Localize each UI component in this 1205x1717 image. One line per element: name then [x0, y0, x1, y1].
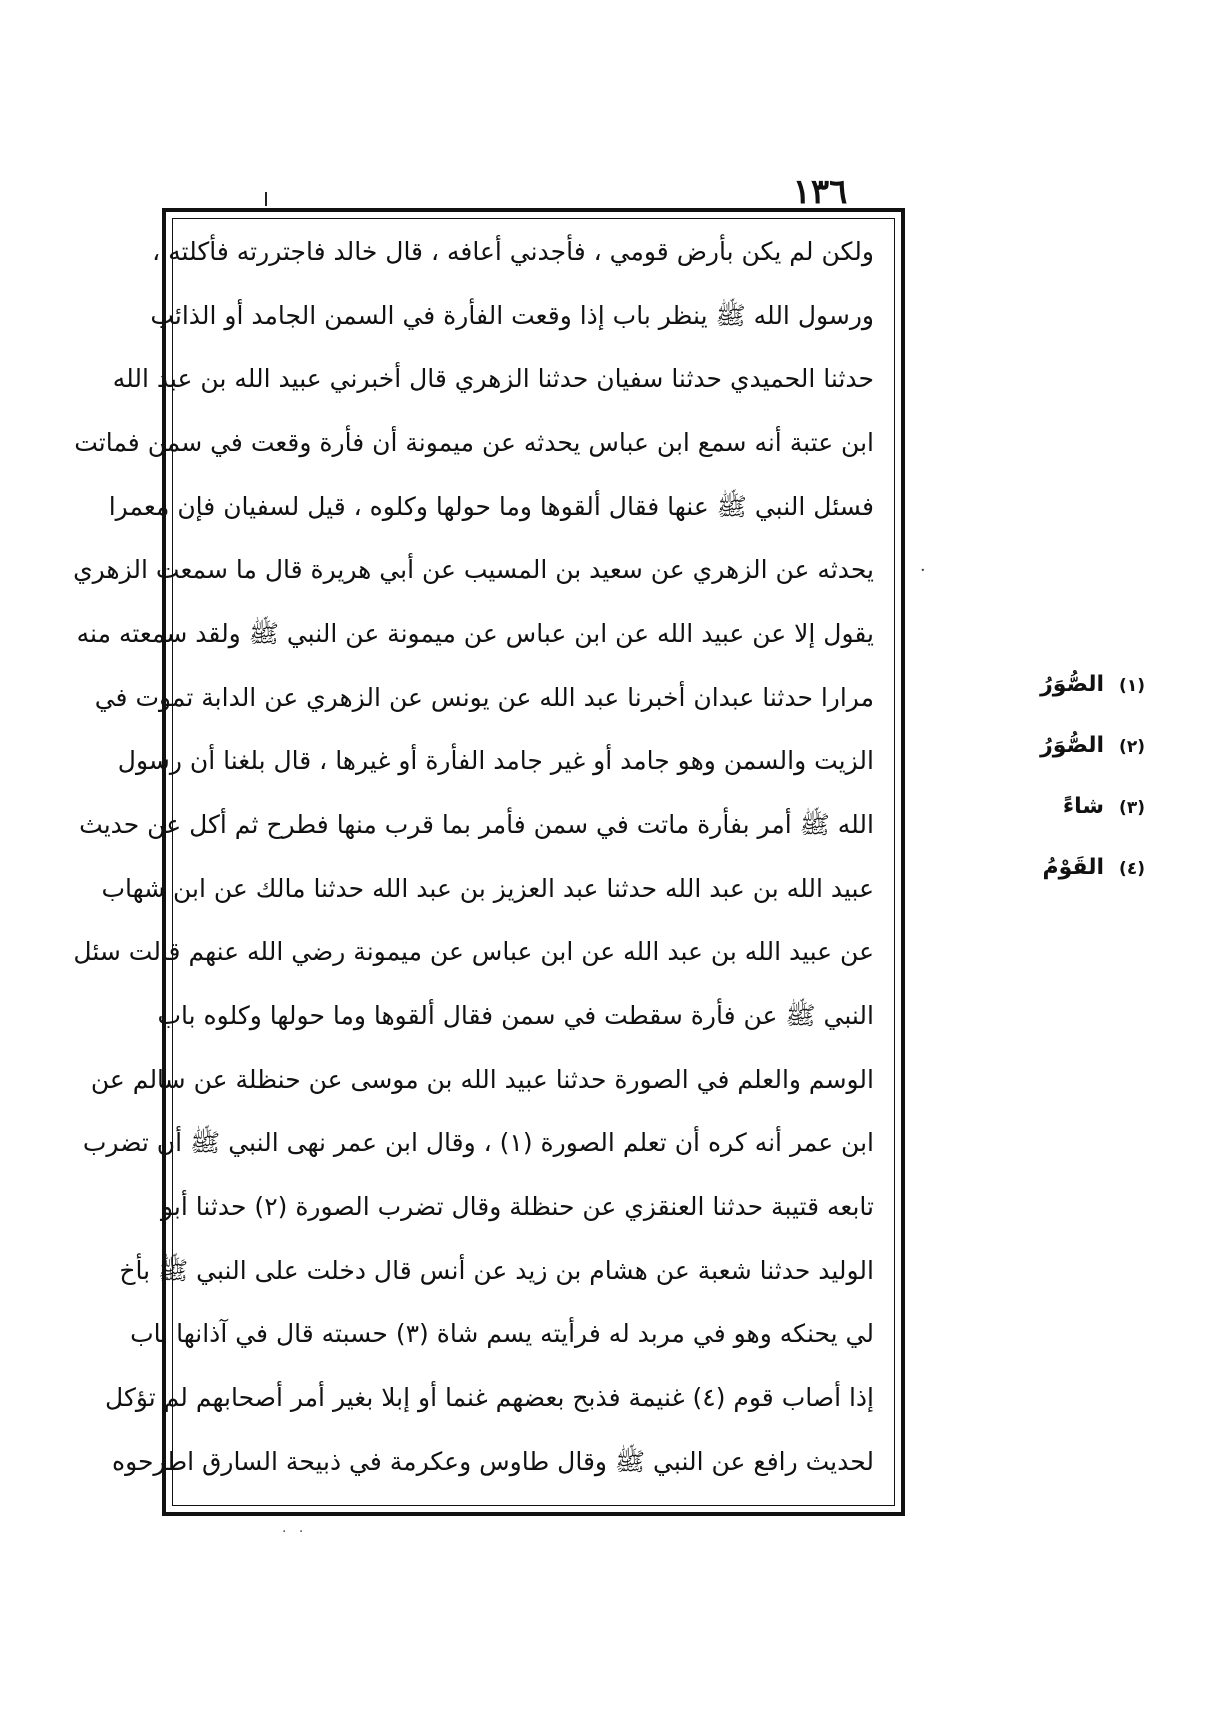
footnotes	[945, 672, 1145, 916]
text-frame-inner	[73, 218, 895, 1506]
footnote-word: الصُّوَرُ	[1040, 672, 1105, 697]
text-line: الله ﷺ أمر بفأرة ماتت في سمن فأمر بما قرب منها فطرح ثم أكل عن حديث	[79, 810, 874, 840]
main-text	[73, 235, 874, 1479]
text-line: تابعه قتيبة حدثنا العنقزي عن حنظلة وقال تضرب الصورة (٢) حدثنا أبو	[161, 1192, 874, 1222]
text-line: لي يحنكه وهو في مربد له فرأيته يسم شاة (٣) حسبته قال في آذانها باب	[130, 1319, 874, 1349]
text-line: النبي ﷺ عن فأرة سقطت في سمن فقال ألقوها وما حولها وكلوه باب	[157, 1001, 874, 1031]
scan-specks: · ·	[282, 1524, 308, 1540]
text-line: مرارا حدثنا عبدان أخبرنا عبد الله عن يونس عن الزهري عن الدابة تموت في	[94, 682, 874, 712]
page-number: ١٣٦	[792, 172, 848, 212]
text-line: ابن عمر أنه كره أن تعلم الصورة (١) ، وقال ابن عمر نهى النبي ﷺ أن تضرب	[82, 1128, 874, 1158]
text-line: حدثنا الحميدي حدثنا سفيان حدثنا الزهري قال أخبرني عبيد الله بن عبد الله	[112, 364, 874, 394]
footnote-number: (٢)	[1119, 737, 1145, 757]
text-line: ورسول الله ﷺ ينظر باب إذا وقعت الفأرة في السمن الجامد أو الذائب	[150, 300, 874, 330]
text-line: إذا أصاب قوم (٤) غنيمة فذبح بعضهم غنما أو إبلا بغير أمر أصحابهم لم تؤكل	[105, 1383, 874, 1413]
text-line: الوسم والعلم في الصورة حدثنا عبيد الله بن موسى عن حنظلة عن سالم عن	[90, 1064, 874, 1094]
footnote-word: شاءً	[1062, 794, 1105, 819]
top-tick-mark	[265, 192, 267, 206]
footnote-number: (١)	[1119, 676, 1145, 696]
footnote-number: (٤)	[1119, 859, 1145, 879]
footnote	[945, 855, 1145, 882]
footnote	[945, 794, 1145, 821]
text-line: الوليد حدثنا شعبة عن هشام بن زيد عن أنس قال دخلت على النبي ﷺ بأخ	[119, 1255, 874, 1285]
text-line: الزيت والسمن وهو جامد أو غير جامد الفأرة أو غيرها ، قال بلغنا أن رسول	[117, 746, 874, 776]
text-line: لحديث رافع عن النبي ﷺ وقال طاوس وعكرمة في ذبيحة السارق اطرحوه	[111, 1446, 874, 1476]
text-line: يقول إلا عن عبيد الله عن ابن عباس عن ميمونة عن النبي ﷺ ولقد سمعته منه	[76, 619, 874, 649]
footnote-number: (٣)	[1119, 798, 1145, 818]
footnote-word: القَوْمُ	[1042, 855, 1105, 880]
footnote	[945, 733, 1145, 760]
margin-speck: ·	[920, 560, 926, 581]
text-line: ولكن لم يكن بأرض قومي ، فأجدني أعافه ، قال خالد فاجتررته فأكلته ،	[152, 237, 874, 266]
text-line: عبيد الله بن عبد الله حدثنا عبد العزيز بن عبد الله حدثنا مالك عن ابن شهاب	[101, 873, 874, 903]
text-line: فسئل النبي ﷺ عنها فقال ألقوها وما حولها وكلوه ، قيل لسفيان فإن معمرا	[108, 491, 874, 521]
text-line: يحدثه عن الزهري عن سعيد بن المسيب عن أبي هريرة قال ما سمعت الزهري	[73, 555, 874, 585]
footnote	[945, 672, 1145, 699]
text-line: عن عبيد الله بن عبد الله عن ابن عباس عن ميمونة رضي الله عنهم قالت سئل	[73, 937, 874, 967]
text-frame	[73, 208, 905, 1516]
footnote-word: الصُّوَرُ	[1040, 733, 1105, 758]
text-line: ابن عتبة أنه سمع ابن عباس يحدثه عن ميمونة أن فأرة وقعت في سمن فماتت	[74, 428, 874, 458]
